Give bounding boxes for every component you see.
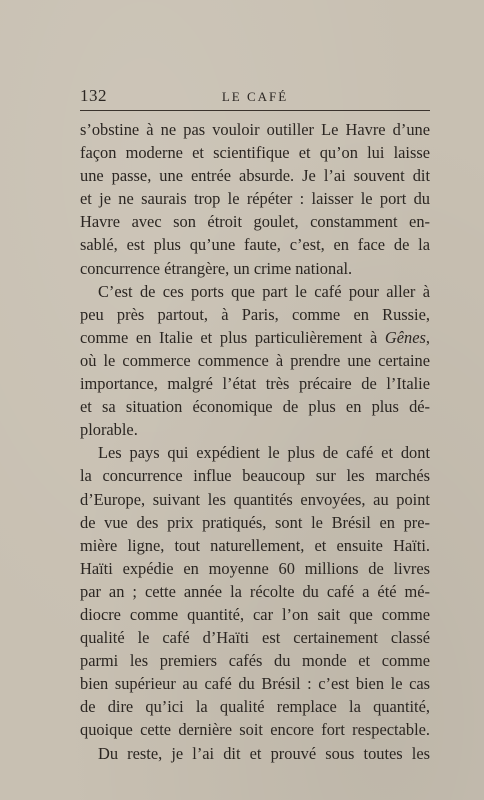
text-line: s’obstine à ne pas vouloir outiller Le Havre d’une (80, 120, 430, 139)
text-line: d’Europe, suivant les quantités envoyées, au point (80, 489, 430, 509)
text-line: et je ne saurais trop le répéter : laisser le port du (80, 189, 430, 209)
text-line: diocre comme quantité, car l’on sait que comme (80, 604, 430, 624)
italic-place-name: Gênes (384, 327, 426, 347)
text-line: mière ligne, tout naturellement, et ensuite Haïti. (80, 535, 430, 555)
text-line: Du reste, je l’ai dit et prouvé sous toutes les (98, 743, 430, 763)
text-line: où le commerce commence à prendre une certaine (80, 350, 430, 370)
text-line: une passe, une entrée absurde. Je l’ai souvent dit (80, 166, 430, 186)
text-line: qualité le café d’Haïti est certainement classé (80, 628, 430, 648)
text-line: de vue des prix pratiqués, sont le Brésil en pre- (80, 512, 430, 532)
text-line: façon moderne et scientifique et qu’on lui laisse (80, 143, 430, 163)
text-line: peu près partout, à Paris, comme en Russie, (80, 304, 430, 324)
running-title: LE CAFÉ (221, 89, 289, 104)
text-line: et sa situation économique de plus en plus dé- (80, 397, 430, 417)
header-rule (80, 110, 430, 111)
text-line: comme en Italie et plus particulièrement à Gênes, (80, 327, 430, 347)
text-line: Haïti expédie en moyenne 60 millions de livres (80, 558, 430, 578)
text-line: importance, malgré l’état très précaire de l’Italie (80, 374, 430, 394)
text-line: Les pays qui expédient le plus de café et dont (98, 443, 430, 463)
text-line: concurrence étrangère, un crime national. (80, 258, 353, 278)
text-line: la concurrence influe beaucoup sur les marchés (80, 466, 430, 486)
text-line: quoique cette dernière soit encore fort respectable. (80, 720, 430, 740)
text-line: de dire qu’ici la qualité remplace la quantité, (80, 697, 430, 717)
text-line: par an ; cette année la récolte du café a été mé- (80, 581, 430, 601)
text-line: plorable. (80, 420, 138, 440)
text-line: parmi les premiers cafés du monde et comme (80, 651, 430, 671)
text-line: C’est de ces ports que part le café pour aller à (98, 281, 430, 301)
page-number: 132 (80, 86, 107, 105)
body-text (80, 118, 430, 765)
text-line: sablé, est plus qu’une faute, c’est, en face de la (80, 235, 430, 255)
text-line: bien supérieur au café du Brésil : c’est bien le cas (80, 674, 430, 694)
text-line: Havre avec son étroit goulet, constamment en- (80, 212, 430, 232)
page-header (80, 86, 430, 108)
